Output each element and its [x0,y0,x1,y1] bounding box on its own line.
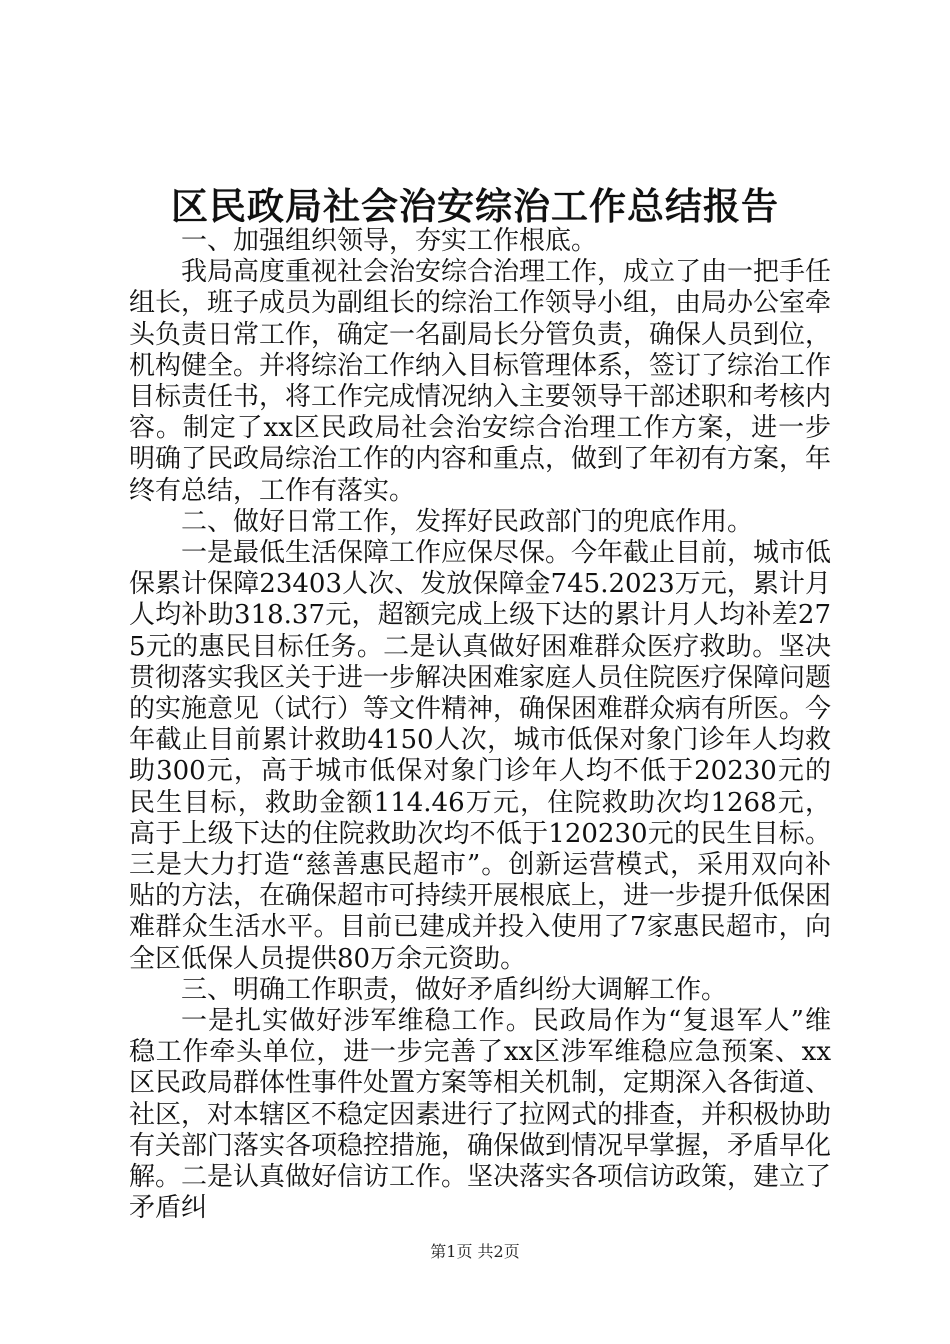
document-body [129,226,831,1225]
paragraph-mediation: 一是扎实做好涉军维稳工作。民政局作为“复退军人”维稳工作牵头单位，进一步完善了xx区涉军维稳应急预案、xx区民政局群体性事件处置方案等相关机制，定期深入各街道、社区，对本辖区不稳定因素进行了拉网式的排查，并积极协助有关部门落实各项稳控措施，确保做到情况早掌握，矛盾早化解。二是认真做好信访工作。坚决落实各项信访政策，建立了矛盾纠 [129,1006,832,1224]
paragraph-daily-work: 一是最低生活保障工作应保尽保。今年截止目前，城市低保累计保障23403人次、发放保障金745.2023万元，累计月人均补助318.37元，超额完成上级下达的累计月人均补差275元的惠民目标任务。二是认真做好困难群众医疗救助。坚决贯彻落实我区关于进一步解决困难家庭人员住院医疗保障问题的实施意见（试行）等文件精神，确保困难群众病有所医。今年截止目前累计救助4150人次，城市低保对象门诊年人均救助300元，高于城市低保对象门诊年人均不低于20230元的民生目标，救助金额114.46万元，住院救助次均1268元，高于上级下达的住院救助次均不低于120230元的民生目标。三是大力打造“慈善惠民超市”。创新运营模式，采用双向补贴的方法，在确保超市可持续开展根底上，进一步提升低保困难群众生活水平。目前已建成并投入使用了7家惠民超市，向全区低保人员提供80万余元资助。 [129,538,832,974]
page-footer: 第1页 共2页 [430,1242,520,1261]
section-heading-2: 二、做好日常工作，发挥好民政部门的兜底作用。 [181,506,754,537]
section-heading-1: 一、加强组织领导，夯实工作根底。 [181,226,598,256]
document-title: 区民政局社会治安综治工作总结报告 [171,184,779,228]
section-heading-3: 三、明确工作职责，做好矛盾纠纷大调解工作。 [181,974,728,1005]
paragraph-organization: 我局高度重视社会治安综合治理工作，成立了由一把手任组长，班子成员为副组长的综治工作领导小组，由局办公室牵头负责日常工作，确定一名副局长分管负责，确保人员到位，机构健全。并将综治工作纳入目标管理体系，签订了综治工作目标责任书，将工作完成情况纳入主要领导干部述职和考核内容。制定了xx区民政局社会治安综合治理工作方案，进一步明确了民政局综治工作的内容和重点，做到了年初有方案，年终有总结，工作有落实。 [129,257,832,506]
